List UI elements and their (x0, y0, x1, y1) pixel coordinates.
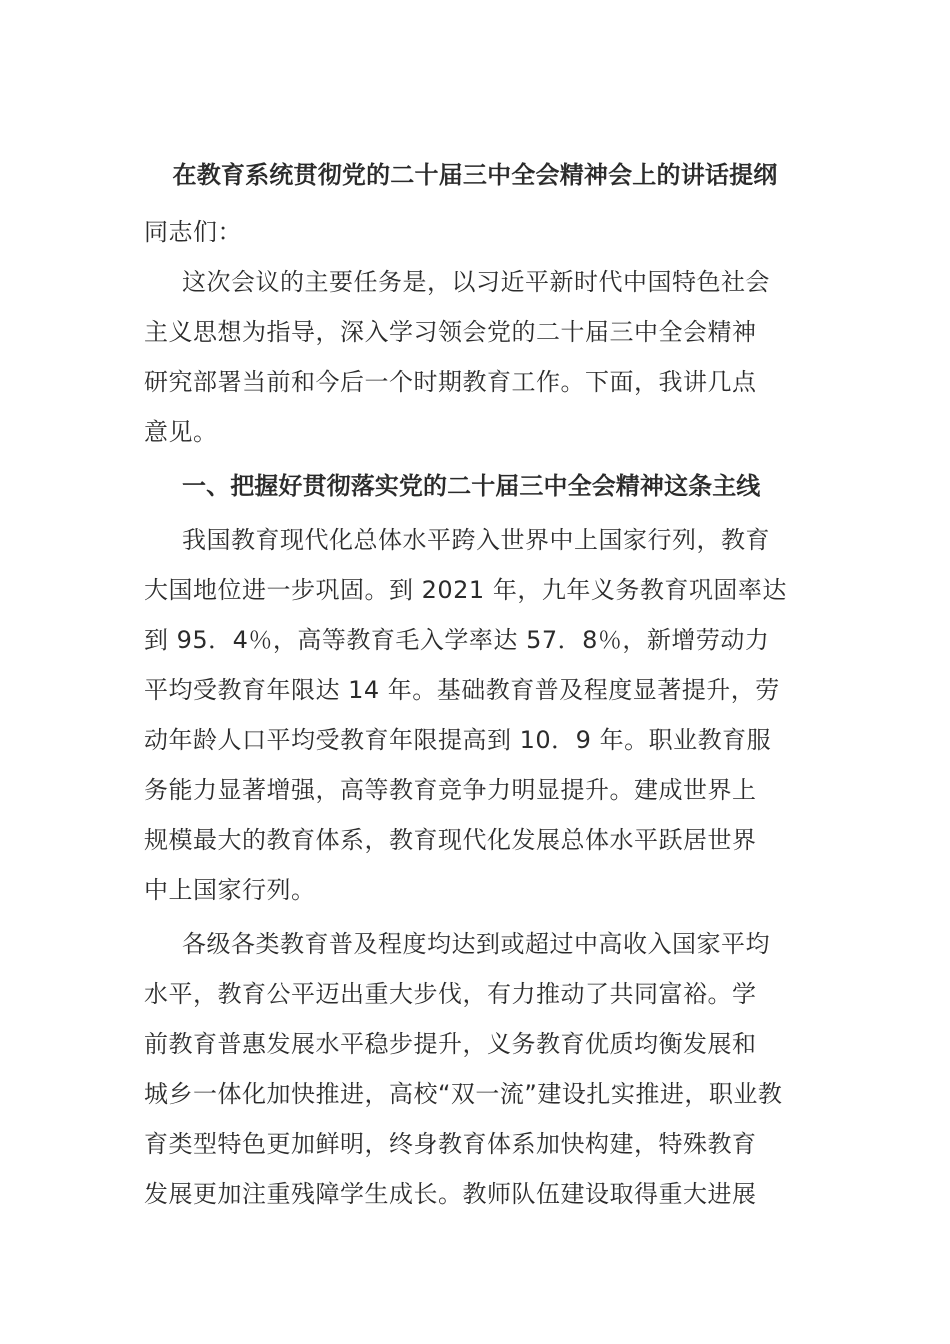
paragraph-line: 规模最大的教育体系，教育现代化发展总体水平跃居世界 (144, 826, 757, 854)
paragraph-line: 育类型特色更加鲜明，终身教育体系加快构建，特殊教育 (144, 1130, 757, 1158)
section-heading: 一、把握好贯彻落实党的二十届三中全会精神这条主线 (182, 472, 761, 500)
paragraph-line: 城乡一体化加快推进，高校“双一流”建设扎实推进，职业教 (144, 1080, 783, 1108)
paragraph-line: 到 95．4％，高等教育毛入学率达 57．8％，新增劳动力 (144, 626, 770, 654)
paragraph-line: 主义思想为指导，深入学习领会党的二十届三中全会精神 (144, 318, 757, 346)
paragraph-line: 动年龄人口平均受教育年限提高到 10．9 年。职业教育服 (144, 726, 772, 754)
document-body (144, 150, 806, 1223)
paragraph-line: 大国地位进一步巩固。到 2021 年，九年义务教育巩固率达 (144, 576, 787, 604)
document-title: 在教育系统贯彻党的二十届三中全会精神会上的讲话提纲 (172, 161, 778, 189)
paragraph-line: 各级各类教育普及程度均达到或超过中高收入国家平均 (182, 930, 770, 958)
paragraph-line: 意见。 (144, 418, 218, 446)
salutation: 同志们： (144, 218, 242, 246)
paragraph-line: 务能力显著增强，高等教育竞争力明显提升。建成世界上 (144, 776, 757, 804)
section-paragraph (144, 919, 806, 1219)
intro-paragraph (144, 257, 806, 457)
paragraph-line: 平均受教育年限达 14 年。基础教育普及程度显著提升，劳 (144, 676, 780, 704)
paragraph-line: 中上国家行列。 (144, 876, 316, 904)
paragraph-line: 我国教育现代化总体水平跨入世界中上国家行列，教育 (182, 526, 770, 554)
section-paragraph (144, 515, 806, 915)
paragraph-line: 这次会议的主要任务是，以习近平新时代中国特色社会 (182, 268, 770, 296)
paragraph-line: 发展更加注重残障学生成长。教师队伍建设取得重大进展 (144, 1180, 757, 1208)
paragraph-line: 水平，教育公平迈出重大步伐，有力推动了共同富裕。学 (144, 980, 757, 1008)
paragraph-line: 前教育普惠发展水平稳步提升，义务教育优质均衡发展和 (144, 1030, 757, 1058)
paragraph-line: 研究部署当前和今后一个时期教育工作。下面，我讲几点 (144, 368, 757, 396)
